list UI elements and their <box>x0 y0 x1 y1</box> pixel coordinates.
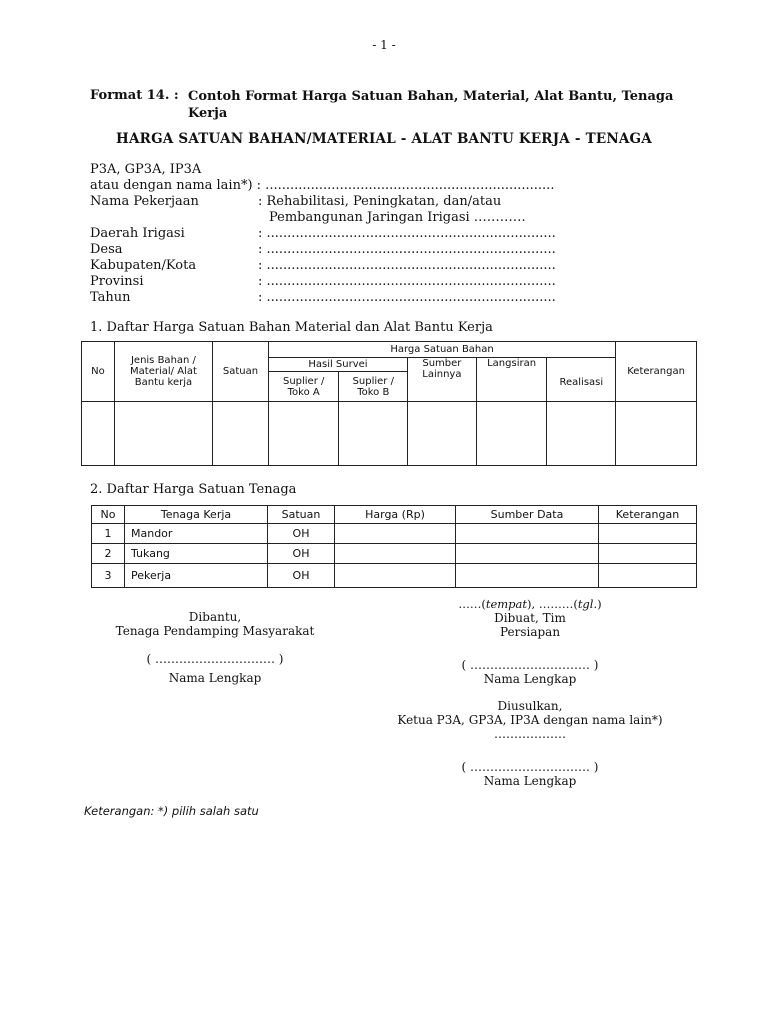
desa-label: Desa <box>90 242 123 257</box>
p3a-label: P3A, GP3A, IP3A <box>90 162 202 177</box>
empty-cell <box>616 402 697 466</box>
col-suplier-a: Suplier / Toko A <box>268 372 339 402</box>
col-sumber-data: Sumber Data <box>456 506 599 524</box>
row-satuan: OH <box>268 544 335 564</box>
col-sumber-lainnya: Sumber Lainnya <box>408 358 477 402</box>
provinsi-field: : ...................................................................... <box>258 274 556 289</box>
table-row <box>82 402 697 466</box>
material-price-table <box>81 341 697 466</box>
empty-cell <box>456 524 599 544</box>
bottom-sign-name: Nama Lengkap <box>483 774 577 788</box>
format-label: Format 14. : <box>90 88 179 103</box>
pekerjaan-value: : Rehabilitasi, Peningkatan, dan/atau <box>258 194 502 209</box>
empty-cell <box>82 402 115 466</box>
place-date-prefix: ……( <box>458 597 486 611</box>
col-hasil-survei: Hasil Survei <box>268 358 407 372</box>
p3a-name-field: atau dengan nama lain*) : ...................................................................... <box>90 178 555 193</box>
kabupaten-field: : ...................................................................... <box>258 258 556 273</box>
col-langsiran: Langsiran <box>476 358 547 402</box>
empty-cell <box>335 564 456 588</box>
empty-cell <box>339 402 408 466</box>
empty-cell <box>547 402 616 466</box>
empty-cell <box>456 544 599 564</box>
right-sign-role1: Dibuat, Tim <box>494 611 566 625</box>
pekerjaan-label: Nama Pekerjaan <box>90 194 199 209</box>
empty-cell <box>408 402 477 466</box>
right-sign-blank: ( ………………………… ) <box>461 658 599 672</box>
empty-cell <box>456 564 599 588</box>
footnote: Keterangan: *) pilih salah satu <box>84 804 259 818</box>
daerah-irigasi-field: : ...................................................................... <box>258 226 556 241</box>
empty-cell <box>476 402 547 466</box>
col-suplier-b: Suplier / Toko B <box>339 372 408 402</box>
page-number: - 1 - <box>372 38 396 52</box>
format-description: Contoh Format Harga Satuan Bahan, Material, Alat Bantu, Tenaga Kerja <box>188 89 674 121</box>
left-sign-blank: ( ………………………… ) <box>146 652 284 666</box>
document-title: HARGA SATUAN BAHAN/MATERIAL - ALAT BANTU KERJA - TENAGA <box>116 131 652 147</box>
empty-cell <box>213 402 269 466</box>
left-sign-role2: Tenaga Pendamping Masyarakat <box>115 624 315 638</box>
row-no: 1 <box>92 524 125 544</box>
col-no: No <box>82 342 115 402</box>
col-jenis-bahan: Jenis Bahan / Material/ Alat Bantu kerja <box>114 342 212 402</box>
tahun-label: Tahun <box>90 290 131 305</box>
col-realisasi: Realisasi <box>547 358 616 402</box>
row-satuan: OH <box>268 564 335 588</box>
table-row <box>92 544 697 564</box>
empty-cell <box>268 402 339 466</box>
empty-cell <box>599 544 697 564</box>
col-harga-satuan-bahan: Harga Satuan Bahan <box>268 342 615 358</box>
tahun-field: : ...................................................................... <box>258 290 556 305</box>
col-keterangan: Keterangan <box>599 506 697 524</box>
col-satuan: Satuan <box>213 342 269 402</box>
right-sign-name: Nama Lengkap <box>483 672 577 686</box>
labor-price-table <box>91 505 697 588</box>
date-placeholder: tgl. <box>577 597 598 611</box>
table-row <box>92 524 697 544</box>
bottom-sign-role2: Ketua P3A, GP3A, IP3A dengan nama lain*) <box>397 713 663 727</box>
desa-field: : ...................................................................... <box>258 242 556 257</box>
row-tenaga: Mandor <box>125 524 268 544</box>
left-sign-role1: Dibantu, <box>188 610 242 624</box>
place-date-mid: ), ………( <box>527 597 578 611</box>
empty-cell <box>335 524 456 544</box>
bottom-sign-dots: ……………… <box>494 727 566 741</box>
place-date-line <box>430 597 630 611</box>
row-satuan: OH <box>268 524 335 544</box>
bottom-sign-role1: Diusulkan, <box>497 699 563 713</box>
col-harga: Harga (Rp) <box>335 506 456 524</box>
section1-title: 1. Daftar Harga Satuan Bahan Material dan Alat Bantu Kerja <box>90 320 493 335</box>
section2-title: 2. Daftar Harga Satuan Tenaga <box>90 482 297 497</box>
row-tenaga: Tukang <box>125 544 268 564</box>
kabupaten-label: Kabupaten/Kota <box>90 258 197 273</box>
row-no: 3 <box>92 564 125 588</box>
right-sign-role2: Persiapan <box>499 625 561 639</box>
place-placeholder: tempat <box>485 597 528 611</box>
col-no: No <box>92 506 125 524</box>
col-satuan: Satuan <box>268 506 335 524</box>
left-sign-name: Nama Lengkap <box>168 671 262 685</box>
daerah-irigasi-label: Daerah Irigasi <box>90 226 185 241</box>
provinsi-label: Provinsi <box>90 274 144 289</box>
col-keterangan: Keterangan <box>616 342 697 402</box>
row-no: 2 <box>92 544 125 564</box>
pekerjaan-value-cont: Pembangunan Jaringan Irigasi ………… <box>269 210 526 225</box>
place-date-suffix: ) <box>597 597 602 611</box>
row-tenaga: Pekerja <box>125 564 268 588</box>
empty-cell <box>599 564 697 588</box>
col-tenaga-kerja: Tenaga Kerja <box>125 506 268 524</box>
empty-cell <box>114 402 212 466</box>
empty-cell <box>335 544 456 564</box>
table-row <box>92 564 697 588</box>
empty-cell <box>599 524 697 544</box>
bottom-sign-blank: ( ………………………… ) <box>461 760 599 774</box>
